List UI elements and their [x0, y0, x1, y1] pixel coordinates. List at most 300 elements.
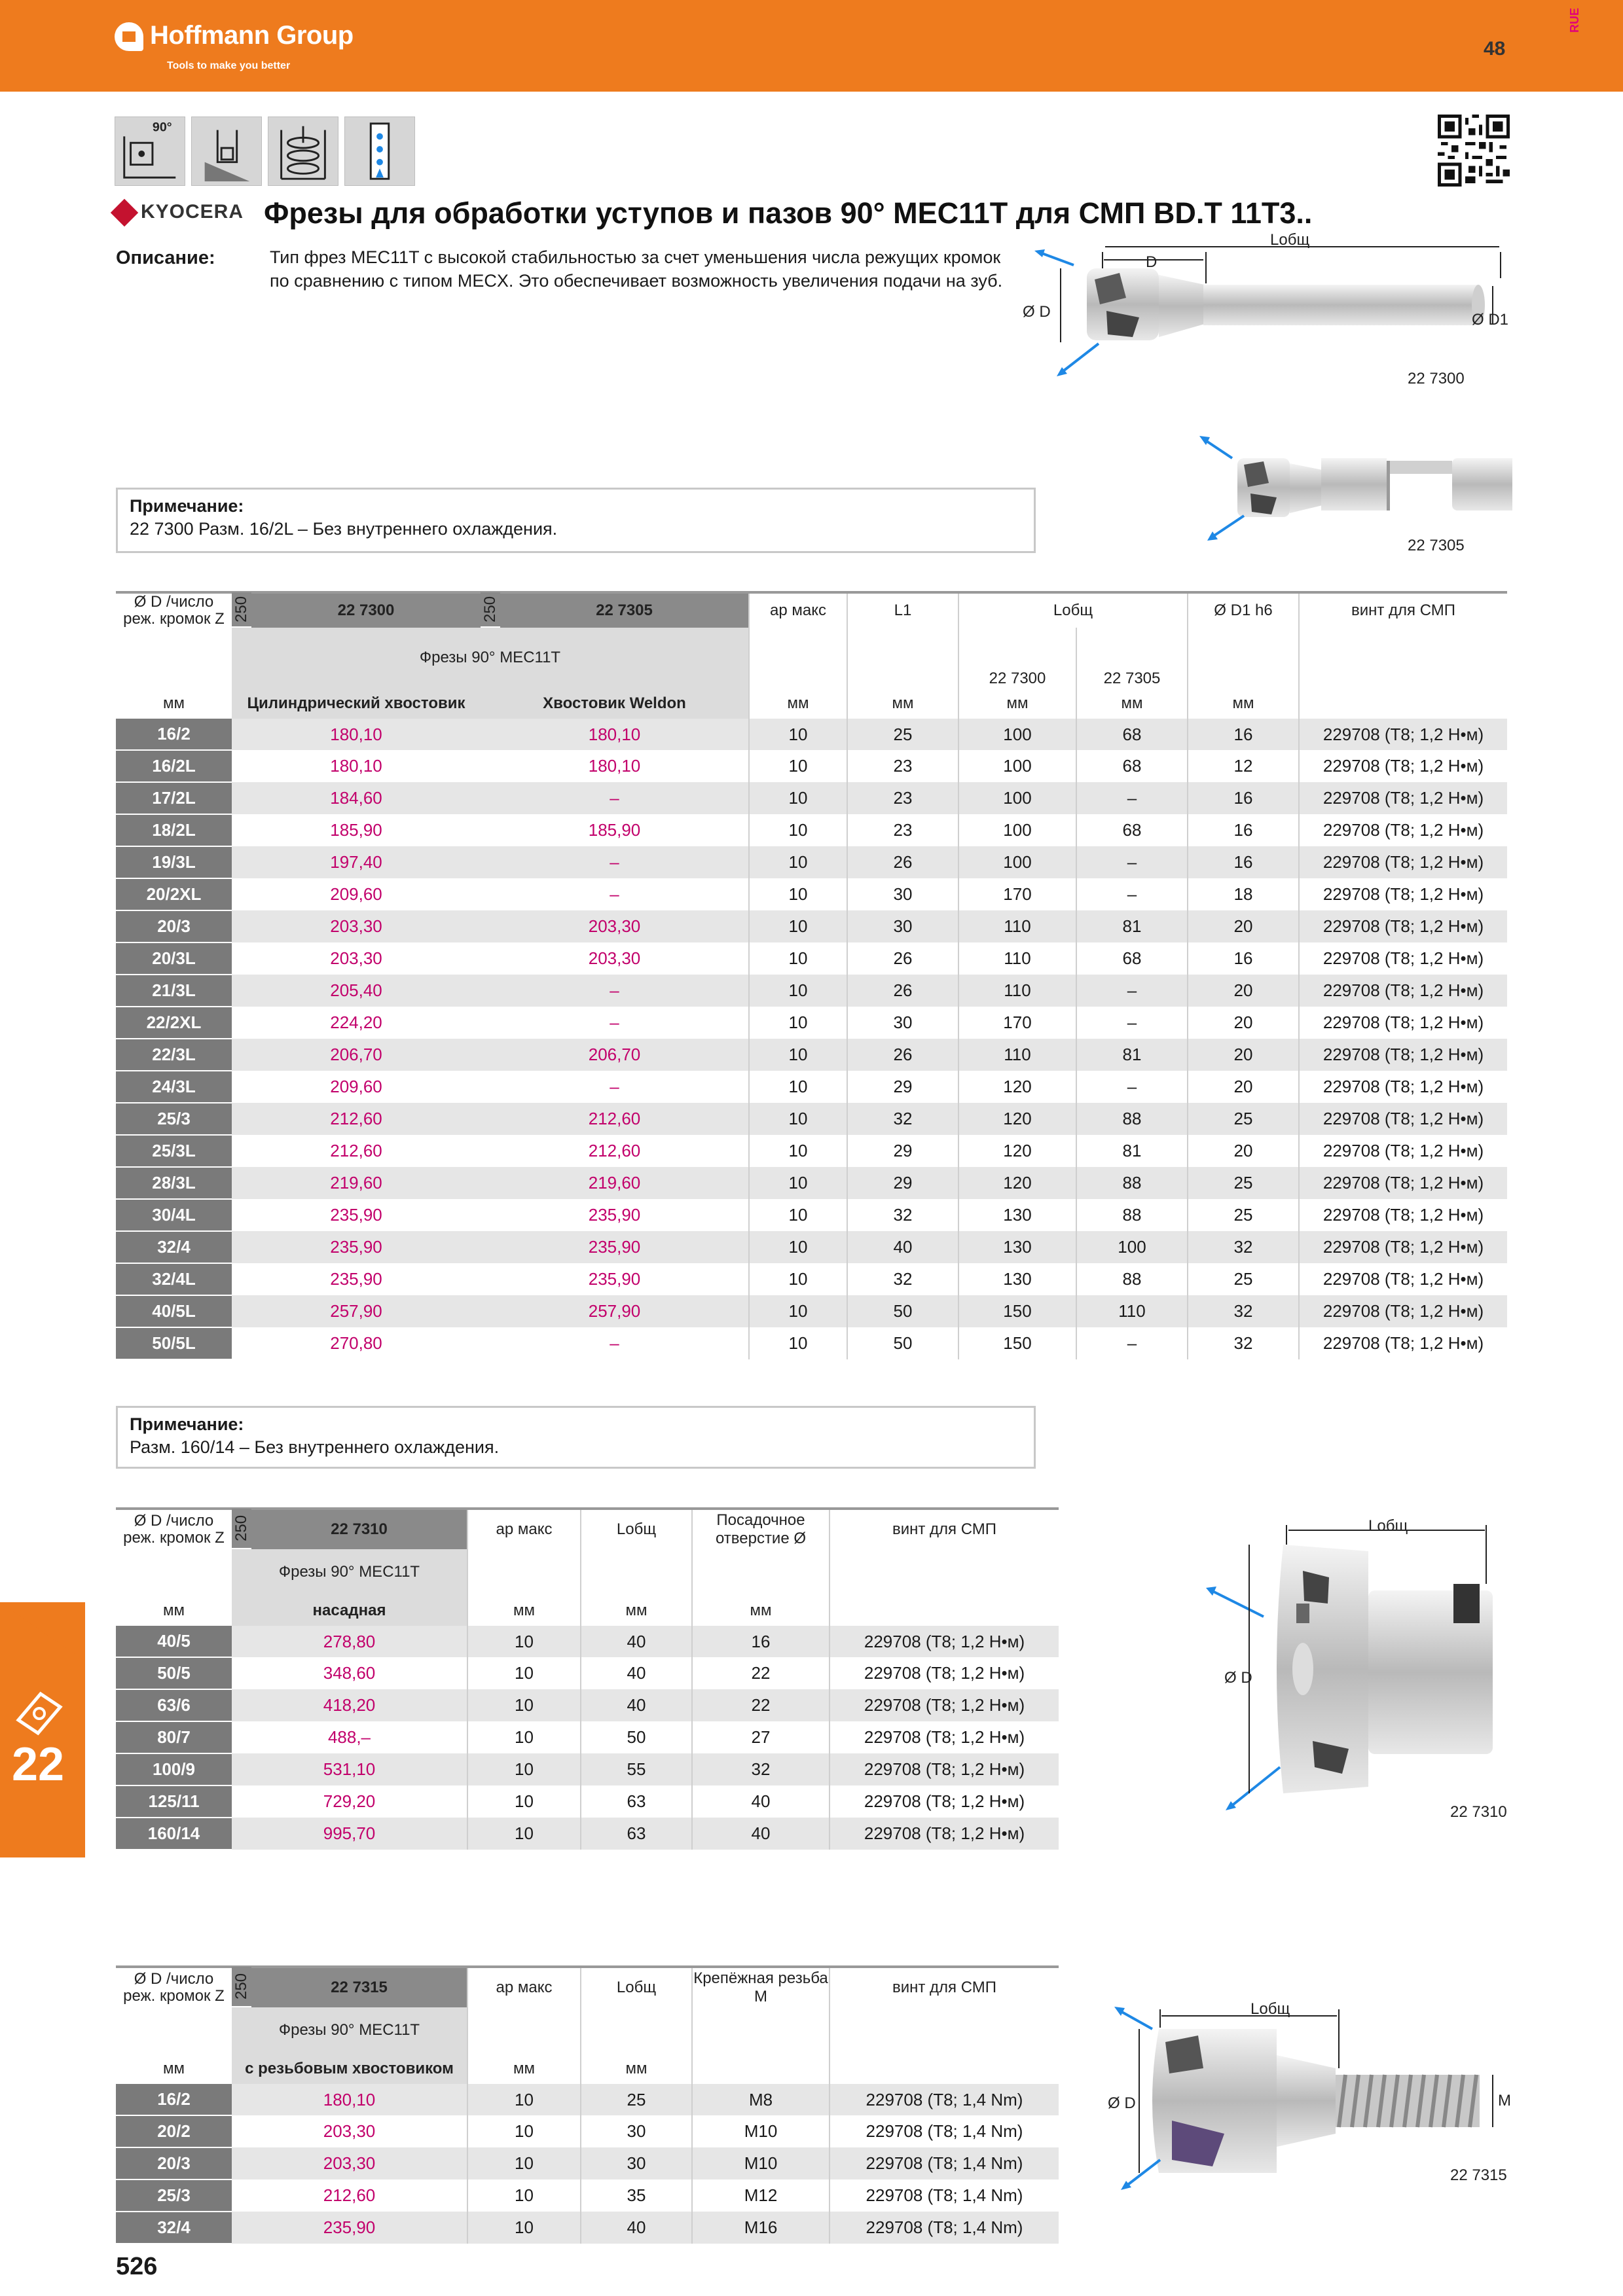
tool-image-22-7310: [1172, 1505, 1525, 1833]
col-ap-header: ap макс: [749, 592, 847, 628]
note-label: Примечание:: [130, 1414, 244, 1434]
table-row[interactable]: [116, 719, 1507, 750]
screw-cell: 229708 (T8; 1,4 Nm): [830, 2179, 1059, 2212]
table-row[interactable]: [116, 910, 1507, 942]
ltot-cell: 63: [581, 1818, 692, 1850]
ap-cell: 10: [749, 975, 847, 1007]
thread-cell: M10: [692, 2115, 830, 2147]
ap-cell: 10: [749, 1071, 847, 1103]
page-number-top: 48: [1484, 38, 1506, 60]
screw-cell: 229708 (T8; 1,2 Н•м): [1299, 910, 1507, 942]
qr-code-icon[interactable]: [1438, 115, 1510, 187]
col-l1-header: L1: [847, 592, 958, 628]
screw-cell: 229708 (T8; 1,2 Н•м): [830, 1753, 1059, 1785]
ltot-b-cell: 88: [1076, 1167, 1188, 1199]
size-cell: 40/5: [116, 1626, 232, 1657]
price-22-7300: 212,60: [330, 1141, 382, 1160]
size-cell: 22/3L: [116, 1039, 232, 1071]
svg-text:90°: 90°: [152, 120, 172, 135]
ltot-b-cell: 88: [1076, 1103, 1188, 1135]
price-22-7300: 180,10: [330, 756, 382, 776]
ltot-a-cell: 110: [958, 942, 1076, 975]
ap-cell: 10: [749, 910, 847, 942]
tagline: Tools to make you better: [167, 60, 291, 71]
bore-cell: 32: [692, 1753, 830, 1785]
l1-cell: 32: [847, 1103, 958, 1135]
price-22-7305: 180,10: [588, 724, 641, 744]
price-22-7305: 235,90: [588, 1237, 641, 1257]
description-text: Тип фрез MEC11T с высокой стабильностью за счет уменьшения числа режущих кромок по сравнению с типом MECX. Это обеспечивает возможность увеличения подачи на зуб.: [270, 247, 1003, 291]
price-22-7300: 219,60: [330, 1173, 382, 1193]
group-label: Фрезы 90° MEC11T: [232, 628, 749, 688]
ap-cell: 10: [749, 1295, 847, 1327]
thread-cell: M16: [692, 2212, 830, 2244]
price-22-7300: 197,40: [330, 852, 382, 872]
l1-cell: 30: [847, 910, 958, 942]
price-22-7315: 180,10: [323, 2089, 376, 2109]
price-22-7310: 729,20: [323, 1791, 376, 1811]
price-22-7300: 235,90: [330, 1269, 382, 1289]
screw-cell: 229708 (T8; 1,4 Nm): [830, 2147, 1059, 2179]
size-cell: 20/2: [116, 2115, 232, 2147]
ltot-a-cell: 150: [958, 1327, 1076, 1359]
screw-cell: 229708 (T8; 1,2 Н•м): [1299, 1103, 1507, 1135]
sub-label-a: Цилиндрический хвостовик: [232, 688, 481, 719]
screw-cell: 229708 (T8; 1,4 Nm): [830, 2115, 1059, 2147]
tool-image-22-7300: [1023, 231, 1519, 396]
table-row[interactable]: [116, 782, 1507, 814]
table-row[interactable]: [116, 1039, 1507, 1071]
size-cell: 30/4L: [116, 1199, 232, 1231]
l1-cell: 50: [847, 1295, 958, 1327]
kyocera-logo: KYOCERA: [115, 201, 244, 223]
cat-number-22-7300[interactable]: 22 7300: [251, 592, 481, 628]
tool-image-22-7315: [1100, 2000, 1519, 2199]
price-22-7310: 488,–: [327, 1727, 371, 1747]
ap-cell: 10: [467, 2212, 581, 2244]
cat-number-22-7305[interactable]: 22 7305: [500, 592, 749, 628]
screw-cell: 229708 (T8; 1,2 Н•м): [1299, 1039, 1507, 1071]
ltot-a-cell: 150: [958, 1295, 1076, 1327]
table-22-7300-7305: [116, 591, 1507, 1360]
slot-milling-icon: [191, 117, 262, 186]
cat-small-b: 250: [481, 592, 500, 628]
unit-label: мм: [958, 688, 1076, 719]
d1-cell: 20: [1188, 975, 1299, 1007]
ltot-cell: 55: [581, 1753, 692, 1785]
ap-cell: 10: [467, 1626, 581, 1657]
ltot-b-cell: –: [1076, 1327, 1188, 1359]
ltot-a-cell: 130: [958, 1231, 1076, 1263]
shoulder-milling-90-icon: [115, 117, 185, 186]
price-22-7300: 184,60: [330, 788, 382, 808]
ltot-b-cell: –: [1076, 782, 1188, 814]
price-22-7300: 209,60: [330, 884, 382, 904]
screw-cell: 229708 (T8; 1,2 Н•м): [1299, 975, 1507, 1007]
unit-label: мм: [163, 694, 185, 712]
price-22-7310: 995,70: [323, 1823, 376, 1843]
ap-cell: 10: [749, 1135, 847, 1167]
table-row[interactable]: [116, 2147, 1059, 2179]
screw-cell: 229708 (T8; 1,2 Н•м): [1299, 1327, 1507, 1359]
sub-label: с резьбовым хвостовиком: [232, 2053, 467, 2084]
cat-number-22-7315[interactable]: 22 7315: [251, 1967, 467, 2007]
chapter-number: 22: [12, 1738, 65, 1791]
dim-ltotal-label: Lобщ: [1368, 1517, 1408, 1535]
table-row[interactable]: [116, 1135, 1507, 1167]
ap-cell: 10: [749, 942, 847, 975]
dim-d-label: D: [1146, 253, 1158, 271]
ltot-b-cell: 88: [1076, 1263, 1188, 1295]
size-cell: 24/3L: [116, 1071, 232, 1103]
price-22-7315: 235,90: [323, 2217, 376, 2237]
dim-ltotal-label: Lобщ: [1270, 231, 1310, 249]
table-row[interactable]: [116, 1721, 1059, 1753]
ltot-b-cell: –: [1076, 975, 1188, 1007]
note-box-1: [116, 488, 1036, 553]
price-22-7305: 206,70: [588, 1045, 641, 1064]
image-caption-22-7300: 22 7300: [1408, 370, 1465, 387]
size-cell: 25/3L: [116, 1135, 232, 1167]
price-22-7315: 203,30: [323, 2121, 376, 2141]
d1-cell: 18: [1188, 878, 1299, 910]
screw-cell: 229708 (T8; 1,2 Н•м): [1299, 1263, 1507, 1295]
col-ltot-a: 22 7300: [958, 628, 1076, 688]
ltot-cell: 40: [581, 1657, 692, 1689]
screw-cell: 229708 (T8; 1,2 Н•м): [1299, 942, 1507, 975]
col-size-header: Ø D /число реж. кромок Z: [123, 593, 225, 628]
col-d1-header: Ø D1 h6: [1188, 592, 1299, 628]
size-cell: 17/2L: [116, 782, 232, 814]
table-row[interactable]: [116, 750, 1507, 782]
price-22-7305: –: [610, 1333, 619, 1353]
bore-cell: 22: [692, 1689, 830, 1721]
table-row[interactable]: [116, 1785, 1059, 1818]
table-row[interactable]: [116, 2179, 1059, 2212]
unit-label: мм: [581, 1595, 692, 1626]
dim-d1-label: Ø D1: [1472, 311, 1509, 329]
size-cell: 100/9: [116, 1753, 232, 1785]
table-row[interactable]: [116, 1626, 1059, 1657]
size-cell: 25/3: [116, 1103, 232, 1135]
ap-cell: 10: [467, 2115, 581, 2147]
ap-cell: 10: [467, 1657, 581, 1689]
unit-label: мм: [467, 2053, 581, 2084]
price-22-7315: 212,60: [323, 2185, 376, 2205]
ap-cell: 10: [467, 1818, 581, 1850]
ap-cell: 10: [749, 782, 847, 814]
price-22-7300: 270,80: [330, 1333, 382, 1353]
size-cell: 20/3: [116, 2147, 232, 2179]
ltot-a-cell: 110: [958, 975, 1076, 1007]
ltot-b-cell: 81: [1076, 910, 1188, 942]
table-row[interactable]: [116, 2115, 1059, 2147]
table-row[interactable]: [116, 2212, 1059, 2244]
unit-label: мм: [692, 1595, 830, 1626]
size-cell: 25/3: [116, 2179, 232, 2212]
ltot-cell: 40: [581, 2212, 692, 2244]
bore-cell: 22: [692, 1657, 830, 1689]
size-cell: 80/7: [116, 1721, 232, 1753]
ap-cell: 10: [467, 1721, 581, 1753]
price-22-7300: 212,60: [330, 1109, 382, 1128]
size-cell: 63/6: [116, 1689, 232, 1721]
language-code: RUE: [1568, 7, 1581, 33]
screw-cell: 229708 (T8; 1,2 Н•м): [1299, 1199, 1507, 1231]
ltot-cell: 35: [581, 2179, 692, 2212]
ap-cell: 10: [749, 750, 847, 782]
d1-cell: 25: [1188, 1263, 1299, 1295]
ltot-b-cell: 88: [1076, 1199, 1188, 1231]
ltot-a-cell: 100: [958, 719, 1076, 750]
ap-cell: 10: [749, 1167, 847, 1199]
ltot-a-cell: 100: [958, 846, 1076, 878]
screw-cell: 229708 (T8; 1,2 Н•м): [1299, 1007, 1507, 1039]
table-row[interactable]: [116, 1199, 1507, 1231]
note-label: Примечание:: [130, 496, 244, 516]
price-22-7305: 235,90: [588, 1269, 641, 1289]
unit-label: мм: [163, 2059, 185, 2077]
size-cell: 22/2XL: [116, 1007, 232, 1039]
dim-diameter-label: Ø D: [1108, 2094, 1136, 2112]
table-row[interactable]: [116, 846, 1507, 878]
price-22-7310: 278,80: [323, 1631, 376, 1651]
screw-cell: 229708 (T8; 1,2 Н•м): [1299, 1231, 1507, 1263]
table-row[interactable]: [116, 1007, 1507, 1039]
price-22-7300: 235,90: [330, 1237, 382, 1257]
table-row[interactable]: [116, 1657, 1059, 1689]
price-22-7300: 205,40: [330, 980, 382, 1000]
size-cell: 40/5L: [116, 1295, 232, 1327]
ltot-b-cell: –: [1076, 1071, 1188, 1103]
table-row[interactable]: [116, 1295, 1507, 1327]
col-screw-header: винт для СМП: [1299, 592, 1507, 628]
table-row[interactable]: [116, 1071, 1507, 1103]
size-cell: 125/11: [116, 1785, 232, 1818]
unit-label: мм: [1076, 688, 1188, 719]
ap-cell: 10: [749, 846, 847, 878]
unit-label: мм: [163, 1601, 185, 1619]
col-size-header: Ø D /число реж. кромок Z: [123, 1512, 225, 1547]
bore-cell: 27: [692, 1721, 830, 1753]
ap-cell: 10: [749, 814, 847, 846]
d1-cell: 25: [1188, 1167, 1299, 1199]
ap-cell: 10: [749, 719, 847, 750]
ltot-cell: 30: [581, 2115, 692, 2147]
ap-cell: 10: [467, 2084, 581, 2115]
l1-cell: 23: [847, 750, 958, 782]
table-22-7315: [116, 1965, 1059, 2244]
price-22-7310: 531,10: [323, 1759, 376, 1779]
ltot-b-cell: 68: [1076, 750, 1188, 782]
l1-cell: 29: [847, 1167, 958, 1199]
ltot-a-cell: 110: [958, 910, 1076, 942]
d1-cell: 20: [1188, 910, 1299, 942]
image-caption-22-7315: 22 7315: [1450, 2166, 1507, 2184]
price-22-7305: 185,90: [588, 820, 641, 840]
ltot-b-cell: 68: [1076, 942, 1188, 975]
ltot-cell: 30: [581, 2147, 692, 2179]
ltot-b-cell: 100: [1076, 1231, 1188, 1263]
table-row[interactable]: [116, 2084, 1059, 2115]
d1-cell: 32: [1188, 1295, 1299, 1327]
col-ltot-header: Lобщ: [958, 592, 1188, 628]
table-row[interactable]: [116, 1103, 1507, 1135]
size-cell: 20/3: [116, 910, 232, 942]
col-ap-header: ap макс: [467, 1967, 581, 2007]
l1-cell: 23: [847, 814, 958, 846]
ap-cell: 10: [749, 1231, 847, 1263]
price-22-7310: 418,20: [323, 1695, 376, 1715]
col-ap-header: ap макс: [467, 1509, 581, 1549]
ap-cell: 10: [749, 1039, 847, 1071]
table-row[interactable]: [116, 1753, 1059, 1785]
ap-cell: 10: [749, 1007, 847, 1039]
cat-small: 250: [232, 1509, 251, 1549]
price-22-7305: 257,90: [588, 1301, 641, 1321]
size-cell: 16/2L: [116, 750, 232, 782]
price-22-7305: –: [610, 852, 619, 872]
l1-cell: 29: [847, 1135, 958, 1167]
size-cell: 16/2: [116, 2084, 232, 2115]
ap-cell: 10: [749, 1263, 847, 1295]
screw-cell: 229708 (T8; 1,2 Н•м): [1299, 1295, 1507, 1327]
group-label: Фрезы 90° MEC11T: [232, 2007, 467, 2053]
table-row[interactable]: [116, 1818, 1059, 1850]
cat-small: 250: [232, 1967, 251, 2007]
ltot-a-cell: 120: [958, 1135, 1076, 1167]
d1-cell: 25: [1188, 1199, 1299, 1231]
col-ltot-b: 22 7305: [1076, 628, 1188, 688]
unit-label: мм: [467, 1595, 581, 1626]
unit-label: мм: [749, 688, 847, 719]
ap-cell: 10: [749, 1327, 847, 1359]
ap-cell: 10: [467, 2147, 581, 2179]
bore-cell: 16: [692, 1626, 830, 1657]
ltot-b-cell: –: [1076, 1007, 1188, 1039]
size-cell: 32/4L: [116, 1263, 232, 1295]
hoffmann-logo-icon: [115, 22, 143, 51]
ltot-a-cell: 100: [958, 750, 1076, 782]
hoffmann-logo: Hoffmann Group: [115, 21, 354, 51]
table-row[interactable]: [116, 1231, 1507, 1263]
price-22-7305: 180,10: [588, 756, 641, 776]
thread-cell: M10: [692, 2147, 830, 2179]
helical-milling-icon: [268, 117, 338, 186]
price-22-7315: 203,30: [323, 2153, 376, 2173]
price-22-7305: 203,30: [588, 948, 641, 968]
size-cell: 160/14: [116, 1818, 232, 1850]
price-22-7300: 235,90: [330, 1205, 382, 1225]
ap-cell: 10: [467, 1689, 581, 1721]
sub-label: насадная: [232, 1595, 467, 1626]
price-22-7305: –: [610, 884, 619, 904]
size-cell: 28/3L: [116, 1167, 232, 1199]
d1-cell: 20: [1188, 1071, 1299, 1103]
ltot-b-cell: –: [1076, 846, 1188, 878]
ap-cell: 10: [749, 1103, 847, 1135]
ltot-a-cell: 130: [958, 1263, 1076, 1295]
d1-cell: 32: [1188, 1231, 1299, 1263]
ltot-a-cell: 130: [958, 1199, 1076, 1231]
col-bore-header: Посадочное отверстие Ø: [692, 1509, 830, 1549]
price-22-7305: 212,60: [588, 1141, 641, 1160]
size-cell: 18/2L: [116, 814, 232, 846]
note-text: 22 7300 Разм. 16/2L – Без внутреннего охлаждения.: [130, 519, 558, 539]
dim-m-label: M: [1498, 2092, 1511, 2109]
screw-cell: 229708 (T8; 1,2 Н•м): [1299, 1167, 1507, 1199]
thread-cell: M8: [692, 2084, 830, 2115]
ap-cell: 10: [749, 1199, 847, 1231]
price-22-7300: 180,10: [330, 724, 382, 744]
price-22-7300: 209,60: [330, 1077, 382, 1096]
cat-number-22-7310[interactable]: 22 7310: [251, 1509, 467, 1549]
dim-ltotal-label: Lобщ: [1250, 2000, 1290, 2018]
l1-cell: 32: [847, 1199, 958, 1231]
cat-small-a: 250: [232, 592, 251, 628]
screw-cell: 229708 (T8; 1,2 Н•м): [830, 1818, 1059, 1850]
screw-cell: 229708 (T8; 1,2 Н•м): [1299, 1135, 1507, 1167]
ltot-a-cell: 170: [958, 878, 1076, 910]
dim-diameter-label: Ø D: [1023, 303, 1051, 321]
d1-cell: 16: [1188, 719, 1299, 750]
screw-cell: 229708 (T8; 1,2 Н•м): [830, 1657, 1059, 1689]
ltot-cell: 40: [581, 1626, 692, 1657]
l1-cell: 26: [847, 975, 958, 1007]
ap-cell: 10: [467, 1753, 581, 1785]
ltot-a-cell: 120: [958, 1167, 1076, 1199]
chapter-tab[interactable]: [0, 1602, 85, 1857]
ltot-cell: 40: [581, 1689, 692, 1721]
screw-cell: 229708 (T8; 1,2 Н•м): [830, 1689, 1059, 1721]
d1-cell: 16: [1188, 942, 1299, 975]
d1-cell: 12: [1188, 750, 1299, 782]
table-row[interactable]: [116, 1327, 1507, 1359]
table-row[interactable]: [116, 814, 1507, 846]
size-cell: 50/5L: [116, 1327, 232, 1359]
size-cell: 16/2: [116, 719, 232, 750]
table-row[interactable]: [116, 1263, 1507, 1295]
d1-cell: 16: [1188, 814, 1299, 846]
size-cell: 32/4: [116, 1231, 232, 1263]
d1-cell: 16: [1188, 846, 1299, 878]
col-screw-header: винт для СМП: [830, 1509, 1059, 1549]
unit-label: мм: [581, 2053, 692, 2084]
size-cell: 20/2XL: [116, 878, 232, 910]
price-22-7300: 203,30: [330, 916, 382, 936]
table-row[interactable]: [116, 975, 1507, 1007]
price-22-7305: 212,60: [588, 1109, 641, 1128]
ltot-b-cell: 68: [1076, 719, 1188, 750]
unit-label: мм: [1188, 688, 1299, 719]
col-ltot-header: Lобщ: [581, 1509, 692, 1549]
ltot-a-cell: 100: [958, 782, 1076, 814]
unit-label: мм: [847, 688, 958, 719]
ltot-a-cell: 100: [958, 814, 1076, 846]
bore-cell: 40: [692, 1785, 830, 1818]
table-row[interactable]: [116, 878, 1507, 910]
screw-cell: 229708 (T8; 1,4 Nm): [830, 2212, 1059, 2244]
screw-cell: 229708 (T8; 1,2 Н•м): [1299, 750, 1507, 782]
screw-cell: 229708 (T8; 1,2 Н•м): [1299, 719, 1507, 750]
screw-cell: 229708 (T8; 1,4 Nm): [830, 2084, 1059, 2115]
table-row[interactable]: [116, 1167, 1507, 1199]
table-row[interactable]: [116, 1689, 1059, 1721]
col-ltot-header: Lобщ: [581, 1967, 692, 2007]
table-row[interactable]: [116, 942, 1507, 975]
ltot-a-cell: 120: [958, 1071, 1076, 1103]
ap-cell: 10: [467, 1785, 581, 1818]
